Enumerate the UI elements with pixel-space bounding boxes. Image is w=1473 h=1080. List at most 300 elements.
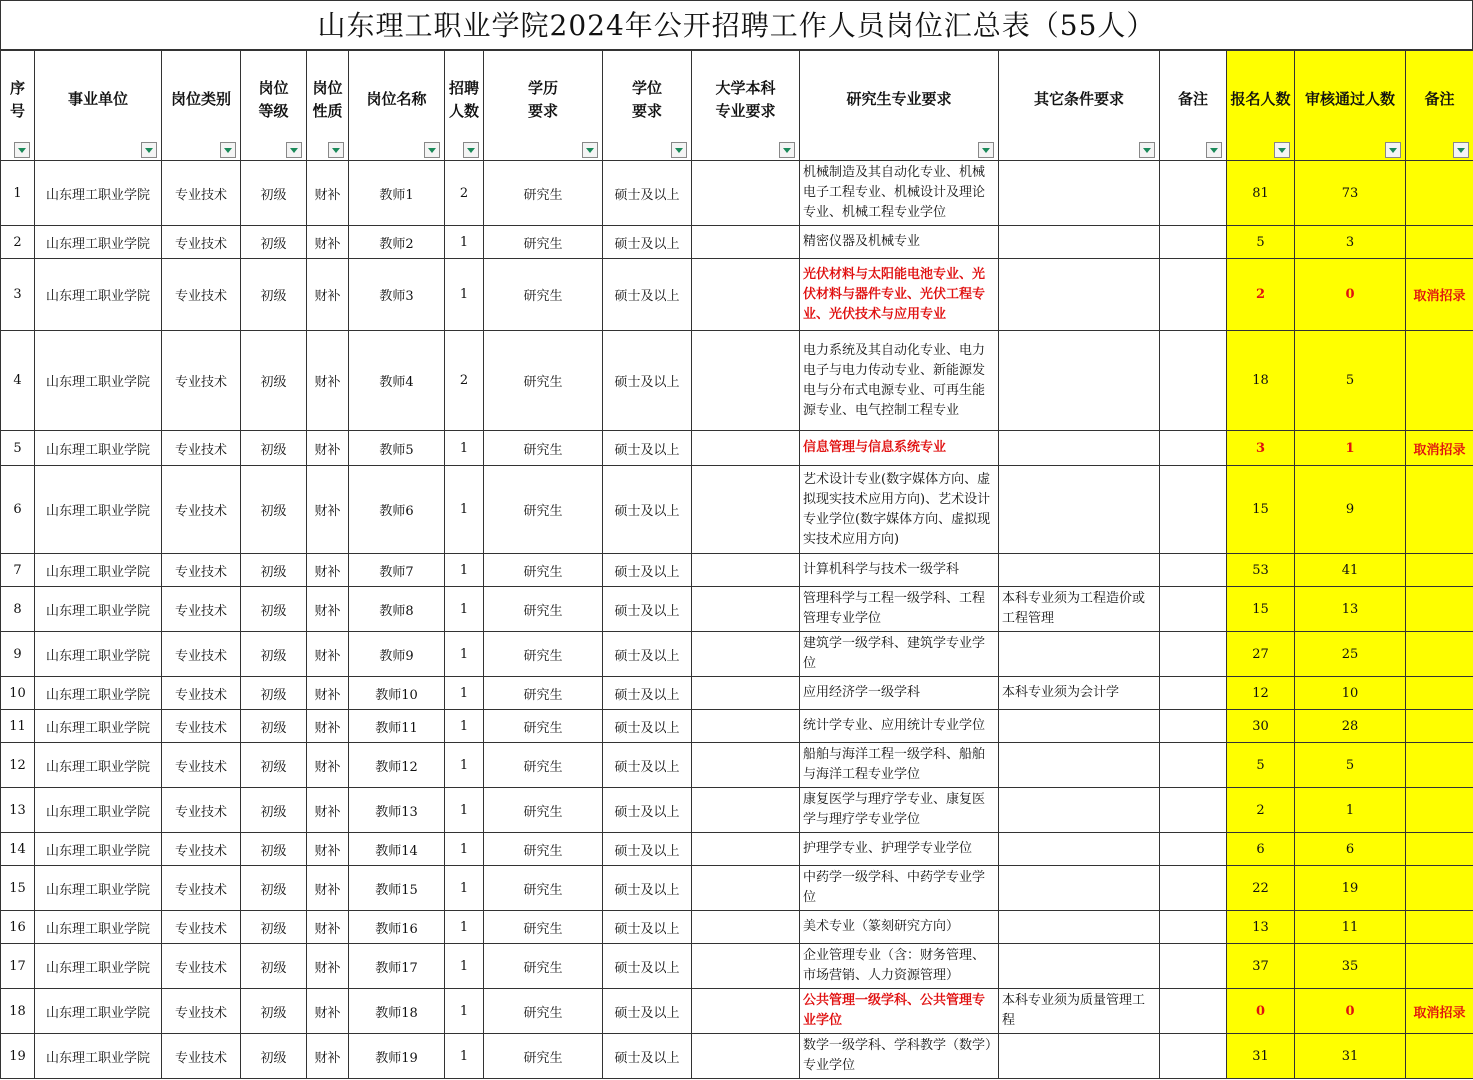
- cell-remark2: 取消招录: [1406, 259, 1473, 331]
- cell-passed: 13: [1295, 587, 1406, 632]
- cell-level: 初级: [241, 944, 307, 989]
- cell-grad: 艺术设计专业(数字媒体方向、虚拟现实技术应用方向)、艺术设计专业学位(数字媒体方向、虚拟现实技术应用方向): [800, 466, 999, 554]
- header-label: 审核通过人数: [1304, 90, 1395, 108]
- cell-category: 专业技术: [162, 866, 241, 911]
- cell-other: [999, 161, 1160, 226]
- cell-applicants: 37: [1227, 944, 1295, 989]
- header-label: 岗位名称: [366, 90, 427, 108]
- cell-degree: 硕士及以上: [603, 554, 692, 587]
- cell-category: 专业技术: [162, 788, 241, 833]
- cell-post: 教师11: [349, 710, 445, 743]
- cell-remark: [1160, 866, 1227, 911]
- cell-passed: 6: [1295, 833, 1406, 866]
- cell-passed: 5: [1295, 743, 1406, 788]
- filter-dropdown-icon[interactable]: [141, 142, 157, 158]
- cell-count: 2: [445, 161, 484, 226]
- cell-category: 专业技术: [162, 554, 241, 587]
- cell-seq: 15: [1, 866, 35, 911]
- cell-other: [999, 944, 1160, 989]
- header-label: 研究生专业要求: [846, 90, 952, 108]
- cell-edu: 研究生: [484, 259, 603, 331]
- cell-remark: [1160, 743, 1227, 788]
- col-header-undergrad: [692, 51, 800, 161]
- cell-applicants: 6: [1227, 833, 1295, 866]
- cell-undergrad: [692, 431, 800, 466]
- cell-unit: 山东理工职业学院: [35, 1034, 162, 1079]
- cell-degree: 硕士及以上: [603, 431, 692, 466]
- cell-other: [999, 632, 1160, 677]
- cell-level: 初级: [241, 1034, 307, 1079]
- cell-grad: 数学一级学科、学科教学（数学）专业学位: [800, 1034, 999, 1079]
- cell-remark2: [1406, 866, 1473, 911]
- cell-count: 1: [445, 466, 484, 554]
- cell-seq: 7: [1, 554, 35, 587]
- cell-remark2: 取消招录: [1406, 989, 1473, 1034]
- cell-level: 初级: [241, 554, 307, 587]
- cell-undergrad: [692, 911, 800, 944]
- cell-degree: 硕士及以上: [603, 911, 692, 944]
- cell-grad: 建筑学一级学科、建筑学专业学位: [800, 632, 999, 677]
- cell-passed: 35: [1295, 944, 1406, 989]
- cell-applicants: 81: [1227, 161, 1295, 226]
- cell-level: 初级: [241, 259, 307, 331]
- cell-degree: 硕士及以上: [603, 944, 692, 989]
- cell-post: 教师6: [349, 466, 445, 554]
- cell-remark2: [1406, 788, 1473, 833]
- col-header-remark2: [1406, 51, 1473, 161]
- cell-unit: 山东理工职业学院: [35, 677, 162, 710]
- cell-degree: 硕士及以上: [603, 226, 692, 259]
- cell-seq: 10: [1, 677, 35, 710]
- cell-remark: [1160, 259, 1227, 331]
- cell-degree: 硕士及以上: [603, 677, 692, 710]
- cell-category: 专业技术: [162, 632, 241, 677]
- cell-post: 教师13: [349, 788, 445, 833]
- cell-nature: 财补: [307, 1034, 349, 1079]
- cell-unit: 山东理工职业学院: [35, 554, 162, 587]
- cell-edu: 研究生: [484, 331, 603, 431]
- filter-dropdown-icon[interactable]: [671, 142, 687, 158]
- cell-edu: 研究生: [484, 866, 603, 911]
- cell-count: 1: [445, 989, 484, 1034]
- cell-nature: 财补: [307, 833, 349, 866]
- col-header-count: [445, 51, 484, 161]
- cell-undergrad: [692, 833, 800, 866]
- cell-grad: 企业管理专业（含：财务管理、市场营销、人力资源管理）: [800, 944, 999, 989]
- cell-level: 初级: [241, 911, 307, 944]
- table-row: [1, 161, 1473, 226]
- cell-remark2: [1406, 833, 1473, 866]
- cell-passed: 0: [1295, 259, 1406, 331]
- cell-level: 初级: [241, 466, 307, 554]
- cell-grad: 护理学专业、护理学专业学位: [800, 833, 999, 866]
- cell-edu: 研究生: [484, 431, 603, 466]
- cell-applicants: 2: [1227, 259, 1295, 331]
- cell-passed: 19: [1295, 866, 1406, 911]
- cell-level: 初级: [241, 587, 307, 632]
- cell-count: 1: [445, 677, 484, 710]
- table-row: [1, 466, 1473, 554]
- cell-category: 专业技术: [162, 911, 241, 944]
- cell-degree: 硕士及以上: [603, 989, 692, 1034]
- cell-remark2: [1406, 226, 1473, 259]
- cell-degree: 硕士及以上: [603, 866, 692, 911]
- cell-remark: [1160, 632, 1227, 677]
- table-row: [1, 431, 1473, 466]
- cell-applicants: 31: [1227, 1034, 1295, 1079]
- cell-level: 初级: [241, 226, 307, 259]
- filter-dropdown-icon[interactable]: [978, 142, 994, 158]
- cell-passed: 10: [1295, 677, 1406, 710]
- filter-dropdown-icon[interactable]: [1274, 142, 1290, 158]
- cell-post: 教师3: [349, 259, 445, 331]
- cell-applicants: 0: [1227, 989, 1295, 1034]
- cell-count: 1: [445, 866, 484, 911]
- cell-remark2: [1406, 161, 1473, 226]
- filter-dropdown-icon[interactable]: [1385, 142, 1401, 158]
- cell-level: 初级: [241, 632, 307, 677]
- header-label: 大学本科专业要求: [715, 78, 776, 120]
- table-row: [1, 866, 1473, 911]
- cell-level: 初级: [241, 710, 307, 743]
- cell-unit: 山东理工职业学院: [35, 743, 162, 788]
- col-header-post: [349, 51, 445, 161]
- cell-post: 教师1: [349, 161, 445, 226]
- table-row: [1, 788, 1473, 833]
- col-header-passed: [1295, 51, 1406, 161]
- cell-edu: 研究生: [484, 743, 603, 788]
- cell-remark: [1160, 833, 1227, 866]
- cell-category: 专业技术: [162, 743, 241, 788]
- cell-count: 1: [445, 554, 484, 587]
- cell-other: [999, 710, 1160, 743]
- cell-remark: [1160, 431, 1227, 466]
- cell-undergrad: [692, 331, 800, 431]
- cell-post: 教师14: [349, 833, 445, 866]
- cell-remark2: [1406, 554, 1473, 587]
- cell-degree: 硕士及以上: [603, 710, 692, 743]
- header-label: 岗位等级: [258, 78, 289, 120]
- cell-passed: 5: [1295, 331, 1406, 431]
- cell-undergrad: [692, 466, 800, 554]
- cell-grad: 管理科学与工程一级学科、工程管理专业学位: [800, 587, 999, 632]
- cell-level: 初级: [241, 788, 307, 833]
- cell-passed: 73: [1295, 161, 1406, 226]
- col-header-other: [999, 51, 1160, 161]
- cell-other: 本科专业须为会计学: [999, 677, 1160, 710]
- cell-seq: 5: [1, 431, 35, 466]
- cell-applicants: 15: [1227, 587, 1295, 632]
- table-row: [1, 710, 1473, 743]
- cell-nature: 财补: [307, 431, 349, 466]
- filter-dropdown-icon[interactable]: [779, 142, 795, 158]
- cell-nature: 财补: [307, 989, 349, 1034]
- cell-degree: 硕士及以上: [603, 1034, 692, 1079]
- cell-edu: 研究生: [484, 161, 603, 226]
- cell-edu: 研究生: [484, 587, 603, 632]
- cell-post: 教师2: [349, 226, 445, 259]
- cell-unit: 山东理工职业学院: [35, 989, 162, 1034]
- cell-seq: 18: [1, 989, 35, 1034]
- cell-level: 初级: [241, 866, 307, 911]
- cell-post: 教师10: [349, 677, 445, 710]
- cell-remark: [1160, 161, 1227, 226]
- cell-nature: 财补: [307, 331, 349, 431]
- cell-category: 专业技术: [162, 226, 241, 259]
- cell-count: 1: [445, 743, 484, 788]
- cell-undergrad: [692, 788, 800, 833]
- cell-unit: 山东理工职业学院: [35, 466, 162, 554]
- col-header-seq: [1, 51, 35, 161]
- header-label: 备注: [1424, 90, 1455, 108]
- cell-unit: 山东理工职业学院: [35, 587, 162, 632]
- cell-unit: 山东理工职业学院: [35, 632, 162, 677]
- filter-dropdown-icon[interactable]: [1453, 142, 1469, 158]
- cell-undergrad: [692, 1034, 800, 1079]
- cell-grad: 康复医学与理疗学专业、康复医学与理疗学专业学位: [800, 788, 999, 833]
- cell-passed: 0: [1295, 989, 1406, 1034]
- cell-applicants: 3: [1227, 431, 1295, 466]
- cell-grad: 公共管理一级学科、公共管理专业学位: [800, 989, 999, 1034]
- cell-seq: 13: [1, 788, 35, 833]
- filter-dropdown-icon[interactable]: [1139, 142, 1155, 158]
- cell-other: [999, 866, 1160, 911]
- cell-passed: 41: [1295, 554, 1406, 587]
- cell-remark2: [1406, 1034, 1473, 1079]
- cell-undergrad: [692, 866, 800, 911]
- cell-category: 专业技术: [162, 989, 241, 1034]
- cell-remark: [1160, 788, 1227, 833]
- cell-level: 初级: [241, 743, 307, 788]
- cell-remark2: [1406, 466, 1473, 554]
- cell-grad: 统计学专业、应用统计专业学位: [800, 710, 999, 743]
- cell-seq: 16: [1, 911, 35, 944]
- cell-nature: 财补: [307, 632, 349, 677]
- header-label: 学历要求: [527, 78, 558, 120]
- cell-seq: 3: [1, 259, 35, 331]
- cell-remark: [1160, 677, 1227, 710]
- header-label: 其它条件要求: [1033, 90, 1124, 108]
- header-label: 岗位性质: [312, 78, 343, 120]
- cell-degree: 硕士及以上: [603, 331, 692, 431]
- cell-nature: 财补: [307, 677, 349, 710]
- cell-edu: 研究生: [484, 911, 603, 944]
- table-row: [1, 911, 1473, 944]
- cell-other: [999, 743, 1160, 788]
- header-label: 学位要求: [631, 78, 662, 120]
- cell-applicants: 13: [1227, 911, 1295, 944]
- cell-remark2: [1406, 911, 1473, 944]
- cell-remark2: [1406, 743, 1473, 788]
- cell-other: [999, 259, 1160, 331]
- cell-undergrad: [692, 259, 800, 331]
- cell-edu: 研究生: [484, 677, 603, 710]
- col-header-unit: [35, 51, 162, 161]
- cell-edu: 研究生: [484, 944, 603, 989]
- cell-edu: 研究生: [484, 554, 603, 587]
- cell-count: 1: [445, 1034, 484, 1079]
- cell-nature: 财补: [307, 466, 349, 554]
- cell-edu: 研究生: [484, 466, 603, 554]
- table-row: [1, 1034, 1473, 1079]
- cell-edu: 研究生: [484, 989, 603, 1034]
- cell-edu: 研究生: [484, 1034, 603, 1079]
- filter-dropdown-icon[interactable]: [463, 142, 479, 158]
- table-row: [1, 587, 1473, 632]
- cell-applicants: 53: [1227, 554, 1295, 587]
- cell-seq: 17: [1, 944, 35, 989]
- filter-dropdown-icon[interactable]: [582, 142, 598, 158]
- cell-unit: 山东理工职业学院: [35, 431, 162, 466]
- cell-edu: 研究生: [484, 710, 603, 743]
- cell-level: 初级: [241, 989, 307, 1034]
- cell-undergrad: [692, 587, 800, 632]
- cell-remark: [1160, 911, 1227, 944]
- cell-post: 教师16: [349, 911, 445, 944]
- cell-other: [999, 431, 1160, 466]
- cell-applicants: 5: [1227, 743, 1295, 788]
- cell-undergrad: [692, 677, 800, 710]
- cell-nature: 财补: [307, 788, 349, 833]
- filter-dropdown-icon[interactable]: [424, 142, 440, 158]
- cell-post: 教师12: [349, 743, 445, 788]
- header-label: 报名人数: [1230, 90, 1291, 108]
- cell-remark: [1160, 226, 1227, 259]
- filter-dropdown-icon[interactable]: [14, 142, 30, 158]
- cell-applicants: 5: [1227, 226, 1295, 259]
- cell-other: [999, 788, 1160, 833]
- cell-post: 教师4: [349, 331, 445, 431]
- col-header-edu: [484, 51, 603, 161]
- cell-remark: [1160, 466, 1227, 554]
- cell-count: 1: [445, 710, 484, 743]
- cell-category: 专业技术: [162, 331, 241, 431]
- cell-nature: 财补: [307, 226, 349, 259]
- cell-applicants: 2: [1227, 788, 1295, 833]
- cell-nature: 财补: [307, 866, 349, 911]
- cell-category: 专业技术: [162, 710, 241, 743]
- cell-passed: 9: [1295, 466, 1406, 554]
- cell-category: 专业技术: [162, 466, 241, 554]
- cell-count: 1: [445, 788, 484, 833]
- cell-grad: 中药学一级学科、中药学专业学位: [800, 866, 999, 911]
- table-row: [1, 989, 1473, 1034]
- col-header-nature: [307, 51, 349, 161]
- cell-undergrad: [692, 743, 800, 788]
- cell-unit: 山东理工职业学院: [35, 788, 162, 833]
- cell-applicants: 22: [1227, 866, 1295, 911]
- cell-passed: 3: [1295, 226, 1406, 259]
- cell-nature: 财补: [307, 587, 349, 632]
- cell-level: 初级: [241, 833, 307, 866]
- cell-grad: 船舶与海洋工程一级学科、船舶与海洋工程专业学位: [800, 743, 999, 788]
- cell-remark2: [1406, 587, 1473, 632]
- cell-grad: 信息管理与信息系统专业: [800, 431, 999, 466]
- cell-post: 教师15: [349, 866, 445, 911]
- col-header-level: [241, 51, 307, 161]
- cell-undergrad: [692, 226, 800, 259]
- cell-count: 1: [445, 632, 484, 677]
- filter-dropdown-icon[interactable]: [1206, 142, 1222, 158]
- table-row: [1, 226, 1473, 259]
- cell-undergrad: [692, 161, 800, 226]
- cell-degree: 硕士及以上: [603, 788, 692, 833]
- cell-other: [999, 331, 1160, 431]
- cell-undergrad: [692, 989, 800, 1034]
- cell-post: 教师17: [349, 944, 445, 989]
- cell-count: 1: [445, 259, 484, 331]
- cell-other: 本科专业须为质量管理工程: [999, 989, 1160, 1034]
- cell-applicants: 15: [1227, 466, 1295, 554]
- cell-undergrad: [692, 632, 800, 677]
- header-label: 事业单位: [67, 90, 128, 108]
- cell-category: 专业技术: [162, 1034, 241, 1079]
- cell-edu: 研究生: [484, 833, 603, 866]
- cell-category: 专业技术: [162, 944, 241, 989]
- col-header-degree: [603, 51, 692, 161]
- table-row: [1, 743, 1473, 788]
- cell-unit: 山东理工职业学院: [35, 833, 162, 866]
- cell-other: [999, 466, 1160, 554]
- cell-seq: 11: [1, 710, 35, 743]
- cell-unit: 山东理工职业学院: [35, 161, 162, 226]
- col-header-remark: [1160, 51, 1227, 161]
- cell-undergrad: [692, 944, 800, 989]
- cell-passed: 11: [1295, 911, 1406, 944]
- header-label: 备注: [1177, 90, 1208, 108]
- table-row: [1, 833, 1473, 866]
- cell-seq: 1: [1, 161, 35, 226]
- filter-dropdown-icon[interactable]: [286, 142, 302, 158]
- cell-seq: 14: [1, 833, 35, 866]
- cell-remark: [1160, 944, 1227, 989]
- cell-remark: [1160, 710, 1227, 743]
- cell-degree: 硕士及以上: [603, 833, 692, 866]
- table-row: [1, 259, 1473, 331]
- cell-other: [999, 911, 1160, 944]
- cell-grad: 机械制造及其自动化专业、机械电子工程专业、机械设计及理论专业、机械工程专业学位: [800, 161, 999, 226]
- cell-unit: 山东理工职业学院: [35, 944, 162, 989]
- cell-grad: 计算机科学与技术一级学科: [800, 554, 999, 587]
- cell-seq: 12: [1, 743, 35, 788]
- cell-level: 初级: [241, 161, 307, 226]
- table-row: [1, 632, 1473, 677]
- table-row: [1, 677, 1473, 710]
- cell-post: 教师18: [349, 989, 445, 1034]
- cell-nature: 财补: [307, 554, 349, 587]
- cell-degree: 硕士及以上: [603, 587, 692, 632]
- cell-remark: [1160, 989, 1227, 1034]
- cell-remark2: [1406, 331, 1473, 431]
- cell-applicants: 30: [1227, 710, 1295, 743]
- cell-passed: 28: [1295, 710, 1406, 743]
- cell-degree: 硕士及以上: [603, 632, 692, 677]
- cell-count: 1: [445, 911, 484, 944]
- cell-grad: 美术专业（篆刻研究方向）: [800, 911, 999, 944]
- cell-nature: 财补: [307, 911, 349, 944]
- header-label: 序号: [9, 78, 25, 120]
- cell-unit: 山东理工职业学院: [35, 911, 162, 944]
- cell-count: 2: [445, 331, 484, 431]
- cell-remark2: 取消招录: [1406, 431, 1473, 466]
- cell-remark: [1160, 587, 1227, 632]
- filter-dropdown-icon[interactable]: [220, 142, 236, 158]
- cell-count: 1: [445, 226, 484, 259]
- cell-level: 初级: [241, 331, 307, 431]
- col-header-applicants: [1227, 51, 1295, 161]
- filter-dropdown-icon[interactable]: [328, 142, 344, 158]
- cell-passed: 25: [1295, 632, 1406, 677]
